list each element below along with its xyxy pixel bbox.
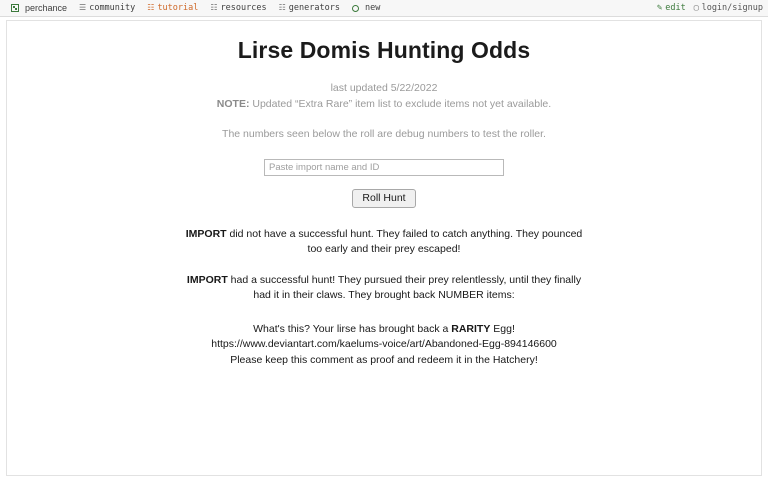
grid-icon: ☷ (278, 3, 286, 12)
roll-button-wrapper (7, 188, 761, 208)
egg-rarity-token: RARITY (451, 323, 491, 336)
result-success-import-token: IMPORT (186, 274, 228, 287)
pencil-icon: ✎ (656, 3, 663, 13)
note-line (7, 97, 761, 112)
book-icon: ☷ (147, 3, 155, 12)
edit-page-link[interactable] (657, 3, 686, 13)
top-nav-right-group (657, 3, 763, 13)
generator-frame (6, 20, 762, 476)
perchance-logo-icon (11, 4, 19, 12)
last-updated-text: last updated 5/22/2022 (330, 82, 438, 94)
import-input-wrapper (7, 157, 761, 176)
nav-item-new-label: new (364, 3, 381, 13)
nav-item-resources[interactable] (204, 2, 272, 14)
nav-item-community-label: community (89, 3, 136, 13)
result-failure-body: did not have a successful hunt. They failed to catch anything. They pounced too early and their prey escaped! (226, 228, 583, 256)
result-success-count-token: NUMBER (438, 289, 484, 302)
egg-line-1 (174, 322, 594, 337)
top-navigation-bar (0, 0, 768, 17)
nav-item-new[interactable] (346, 2, 386, 14)
page-canvas (0, 17, 768, 479)
brand-label: perchance (25, 3, 68, 13)
note-label: NOTE: (216, 98, 250, 111)
login-label: login/signup (701, 3, 763, 13)
login-signup-link[interactable] (694, 3, 763, 13)
subtitle-block (7, 81, 761, 112)
roll-hunt-button[interactable]: Roll Hunt (352, 189, 415, 208)
result-success-body-after: items: (483, 289, 515, 302)
result-failure-text (182, 227, 586, 257)
egg-line-1-before: What's this? Your lirse has brought back a (253, 323, 452, 336)
egg-line-1-after: Egg! (490, 323, 515, 336)
nav-item-tutorial[interactable] (141, 2, 204, 14)
import-name-id-input[interactable] (264, 159, 504, 176)
egg-image-link[interactable]: https://www.deviantart.com/kaelums-voice/art/Abandoned-Egg-894146600 (211, 338, 557, 351)
result-success-text (182, 273, 586, 303)
result-success-body-before: had a successful hunt! They pursued their prey relentlessly, until they finally had it in their claws. They brought back (227, 274, 582, 302)
plus-circle-icon (352, 5, 359, 12)
top-nav-left-group (5, 2, 386, 14)
debug-note: The numbers seen below the roll are debug numbers to test the roller. (222, 128, 546, 141)
nav-item-resources-label: resources (220, 3, 267, 13)
page-title: Lirse Domis Hunting Odds (237, 37, 531, 63)
nav-item-generators-label: generators (288, 3, 340, 13)
note-text: Updated “Extra Rare” item list to exclude items not yet available. (249, 98, 552, 111)
generator-content (7, 21, 761, 368)
nav-item-generators[interactable] (273, 2, 346, 14)
brand-home-link[interactable] (5, 2, 73, 14)
nav-item-tutorial-label: tutorial (157, 3, 199, 13)
egg-result-block (174, 322, 594, 368)
edit-label: edit (665, 3, 686, 13)
result-failure-import-token: IMPORT (185, 228, 227, 241)
egg-line-3: Please keep this comment as proof and redeem it in the Hatchery! (230, 353, 538, 366)
nav-item-community[interactable] (73, 2, 141, 14)
user-icon: ▢ (693, 3, 699, 12)
box-icon: ☷ (210, 3, 218, 12)
users-icon: ☰ (79, 3, 87, 12)
